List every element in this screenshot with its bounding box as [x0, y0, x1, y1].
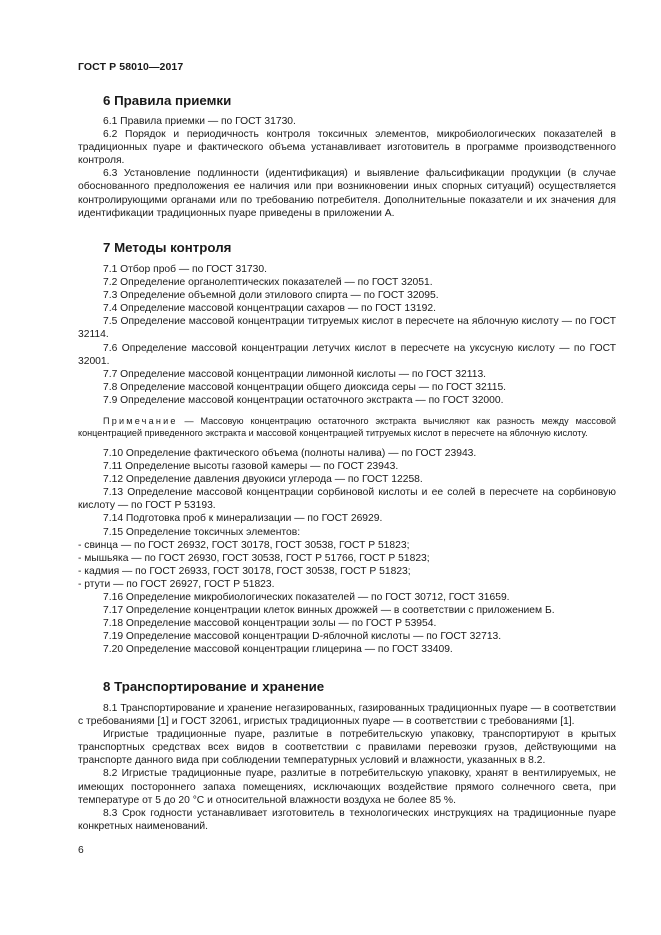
paragraph: 7.6 Определение массовой концентрации летучих кислот в пересчете на уксусную кислоту — по ГОСТ 32001.	[78, 342, 616, 367]
paragraph: 7.9 Определение массовой концентрации остаточного экстракта — по ГОСТ 32000.	[103, 394, 504, 406]
paragraph: 6.3 Установление подлинности (идентификация) и выявление фальсификации продукции (в случае обоснованного предположения ее наличия или при возникновении иных спорных ситуаций) осуществляется контролирующими органами или по требованию потребителя. Дополнительные показатели и их значения для идентификации традиционных пуаре приведены в приложении А.	[78, 168, 616, 219]
paragraph: 7.10 Определение фактического объема (полноты налива) — по ГОСТ 23943.	[103, 448, 477, 459]
paragraph: 7.1 Отбор проб — по ГОСТ 31730.	[103, 264, 267, 275]
section-title-6: 6 Правила приемки	[103, 93, 232, 108]
paragraph: 7.11 Определение высоты газовой камеры — по ГОСТ 23943.	[103, 461, 399, 473]
paragraph: 7.15 Определение токсичных элементов:	[103, 526, 301, 538]
paragraph: 6.2 Порядок и периодичность контроля токсичных элементов, микробиологических показателей в традиционных пуаре и фактического объема устанавливает изготовитель в программе производственного контроля.	[78, 129, 616, 167]
document-header: ГОСТ Р 58010—2017	[78, 61, 184, 73]
note-text: — Массовую концентрацию остаточного экстракта вычисляют как разность между массовой концентрацией приведенного экстракта и массовой концентрацией титруемых кислот в пересчете на яблочную кислоту.	[78, 416, 616, 439]
paragraph: 7.19 Определение массовой концентрации D-яблочной кислоты — по ГОСТ 32713.	[103, 631, 502, 643]
paragraph: 7.16 Определение микробиологических показателей — по ГОСТ 30712, ГОСТ 31659.	[103, 592, 510, 604]
list-item: - ртути — по ГОСТ 26927, ГОСТ Р 51823.	[78, 578, 275, 590]
paragraph: 6.1 Правила приемки — по ГОСТ 31730.	[103, 116, 296, 127]
note	[78, 415, 616, 439]
note-block	[78, 415, 616, 439]
paragraph: 7.12 Определение давления двуокиси углерода — по ГОСТ 12258.	[103, 474, 423, 486]
paragraph: 7.8 Определение массовой концентрации общего диоксида серы — по ГОСТ 32115.	[103, 381, 507, 393]
paragraph: 7.7 Определение массовой концентрации лимонной кислоты — по ГОСТ 32113.	[103, 368, 487, 380]
section-title-8: 8 Транспортирование и хранение	[103, 679, 325, 694]
list-item: - кадмия — по ГОСТ 26933, ГОСТ 30178, ГОСТ 30538, ГОСТ Р 51823;	[78, 565, 411, 577]
paragraph: 8.1 Транспортирование и хранение негазированных, газированных традиционных пуаре — в соответствии с требованиями [1] и ГОСТ 32061, игристых традиционных пуаре — в соответствии с требованиями [1].	[78, 703, 616, 728]
section-8-body	[78, 702, 616, 833]
paragraph: 7.4 Определение массовой концентрации сахаров — по ГОСТ 13192.	[103, 303, 436, 315]
paragraph: 7.13 Определение массовой концентрации сорбиновой кислоты и ее солей в пересчете на сорбиновую кислоту — по ГОСТ Р 53193.	[78, 487, 616, 512]
paragraph: 7.20 Определение массовой концентрации глицерина — по ГОСТ 33409.	[103, 644, 453, 656]
section-title-7: 7 Методы контроля	[103, 240, 232, 255]
paragraph: 7.18 Определение массовой концентрации золы — по ГОСТ Р 53954.	[103, 618, 437, 630]
list-item: - свинца — по ГОСТ 26932, ГОСТ 30178, ГОСТ 30538, ГОСТ Р 51823;	[78, 539, 410, 551]
paragraph: 7.5 Определение массовой концентрации титруемых кислот в пересчете на яблочную кислоту — по ГОСТ 32114.	[78, 316, 616, 341]
list-item: - мышьяка — по ГОСТ 26930, ГОСТ 30538, ГОСТ Р 51766, ГОСТ Р 51823;	[78, 552, 430, 564]
paragraph: Игристые традиционные пуаре, разлитые в потребительскую упаковку, транспортируют в крытых транспортных средствах всех видов в соответствии с правилами перевозки грузов, действующими на транспорте данного вида при соблюдении температурных условий и влажности, указанных в 8.2.	[78, 729, 616, 767]
paragraph: 7.3 Определение объемной доли этилового спирта — по ГОСТ 32095.	[103, 290, 439, 302]
section-6-body	[78, 115, 616, 220]
note-label: Примечание	[103, 416, 178, 426]
paragraph: 7.17 Определение концентрации клеток винных дрожжей — в соответствии с приложением Б.	[103, 605, 555, 617]
paragraph: 8.2 Игристые традиционные пуаре, разлитые в потребительскую упаковку, хранят в вентилируемых, не имеющих постороннего запаха помещениях, исключающих воздействие прямого солнечного света, при температуре от 5 до 20 °С и относительной влажности воздуха не более 85 %.	[78, 768, 616, 806]
paragraph: 7.2 Определение органолептических показателей — по ГОСТ 32051.	[103, 277, 433, 289]
page-number: 6	[78, 845, 84, 856]
paragraph: 7.14 Подготовка проб к минерализации — по ГОСТ 26929.	[103, 513, 383, 525]
section-7-body	[78, 263, 616, 407]
section-7-body-2	[78, 447, 616, 657]
paragraph: 8.3 Срок годности устанавливает изготовитель в технологических инструкциях на традиционные пуаре конкретных наименований.	[78, 807, 616, 832]
